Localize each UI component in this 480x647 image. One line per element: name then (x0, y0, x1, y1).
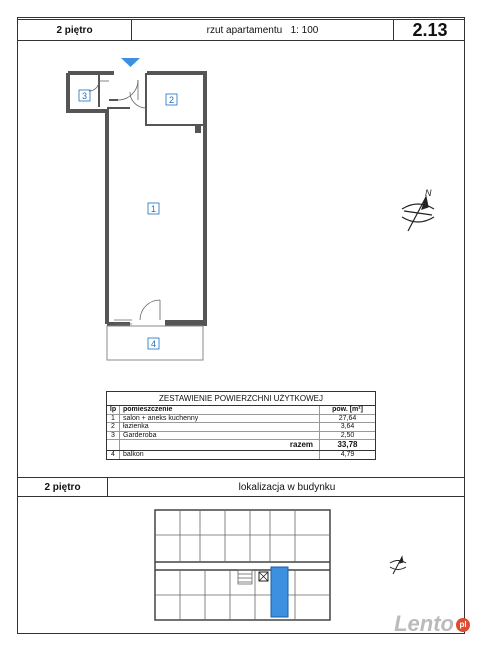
room-number-3: 3 (81, 91, 88, 101)
north-label: N (425, 188, 432, 198)
unit-number: 2.13 (412, 19, 448, 40)
floor-label: 2 piętro (18, 20, 132, 40)
total-value: 33,78 (319, 440, 375, 450)
highlighted-apartment (271, 567, 288, 617)
room-number-4: 4 (150, 339, 157, 349)
floor-label-bottom: 2 piętro (18, 478, 108, 496)
col-lp: lp (107, 406, 120, 414)
table-row: 1 salon + aneks kuchenny 27,64 (107, 415, 375, 424)
table-row: 3 Garderoba 2,50 (107, 432, 375, 441)
room-number-2: 2 (168, 95, 175, 105)
total-label: razem (289, 440, 313, 449)
table-row: 2 łazienka 3,64 (107, 423, 375, 432)
north-arrow-small-icon (390, 557, 406, 574)
area-table-title: ZESTAWIENIE POWIERZCHNI UŻYTKOWEJ (107, 392, 375, 406)
table-row: 4 balkon 4,79 (107, 451, 375, 459)
col-room: pomieszczenie (123, 406, 173, 413)
col-area: pow. [m²] (319, 406, 375, 414)
watermark-badge: pl (456, 618, 470, 632)
location-title: lokalizacja w budynku (238, 481, 336, 493)
watermark-logo: Lento pl (394, 611, 470, 637)
plan-title: rzut apartamentu 1: 100 (132, 20, 394, 40)
room-number-1: 1 (150, 204, 157, 214)
